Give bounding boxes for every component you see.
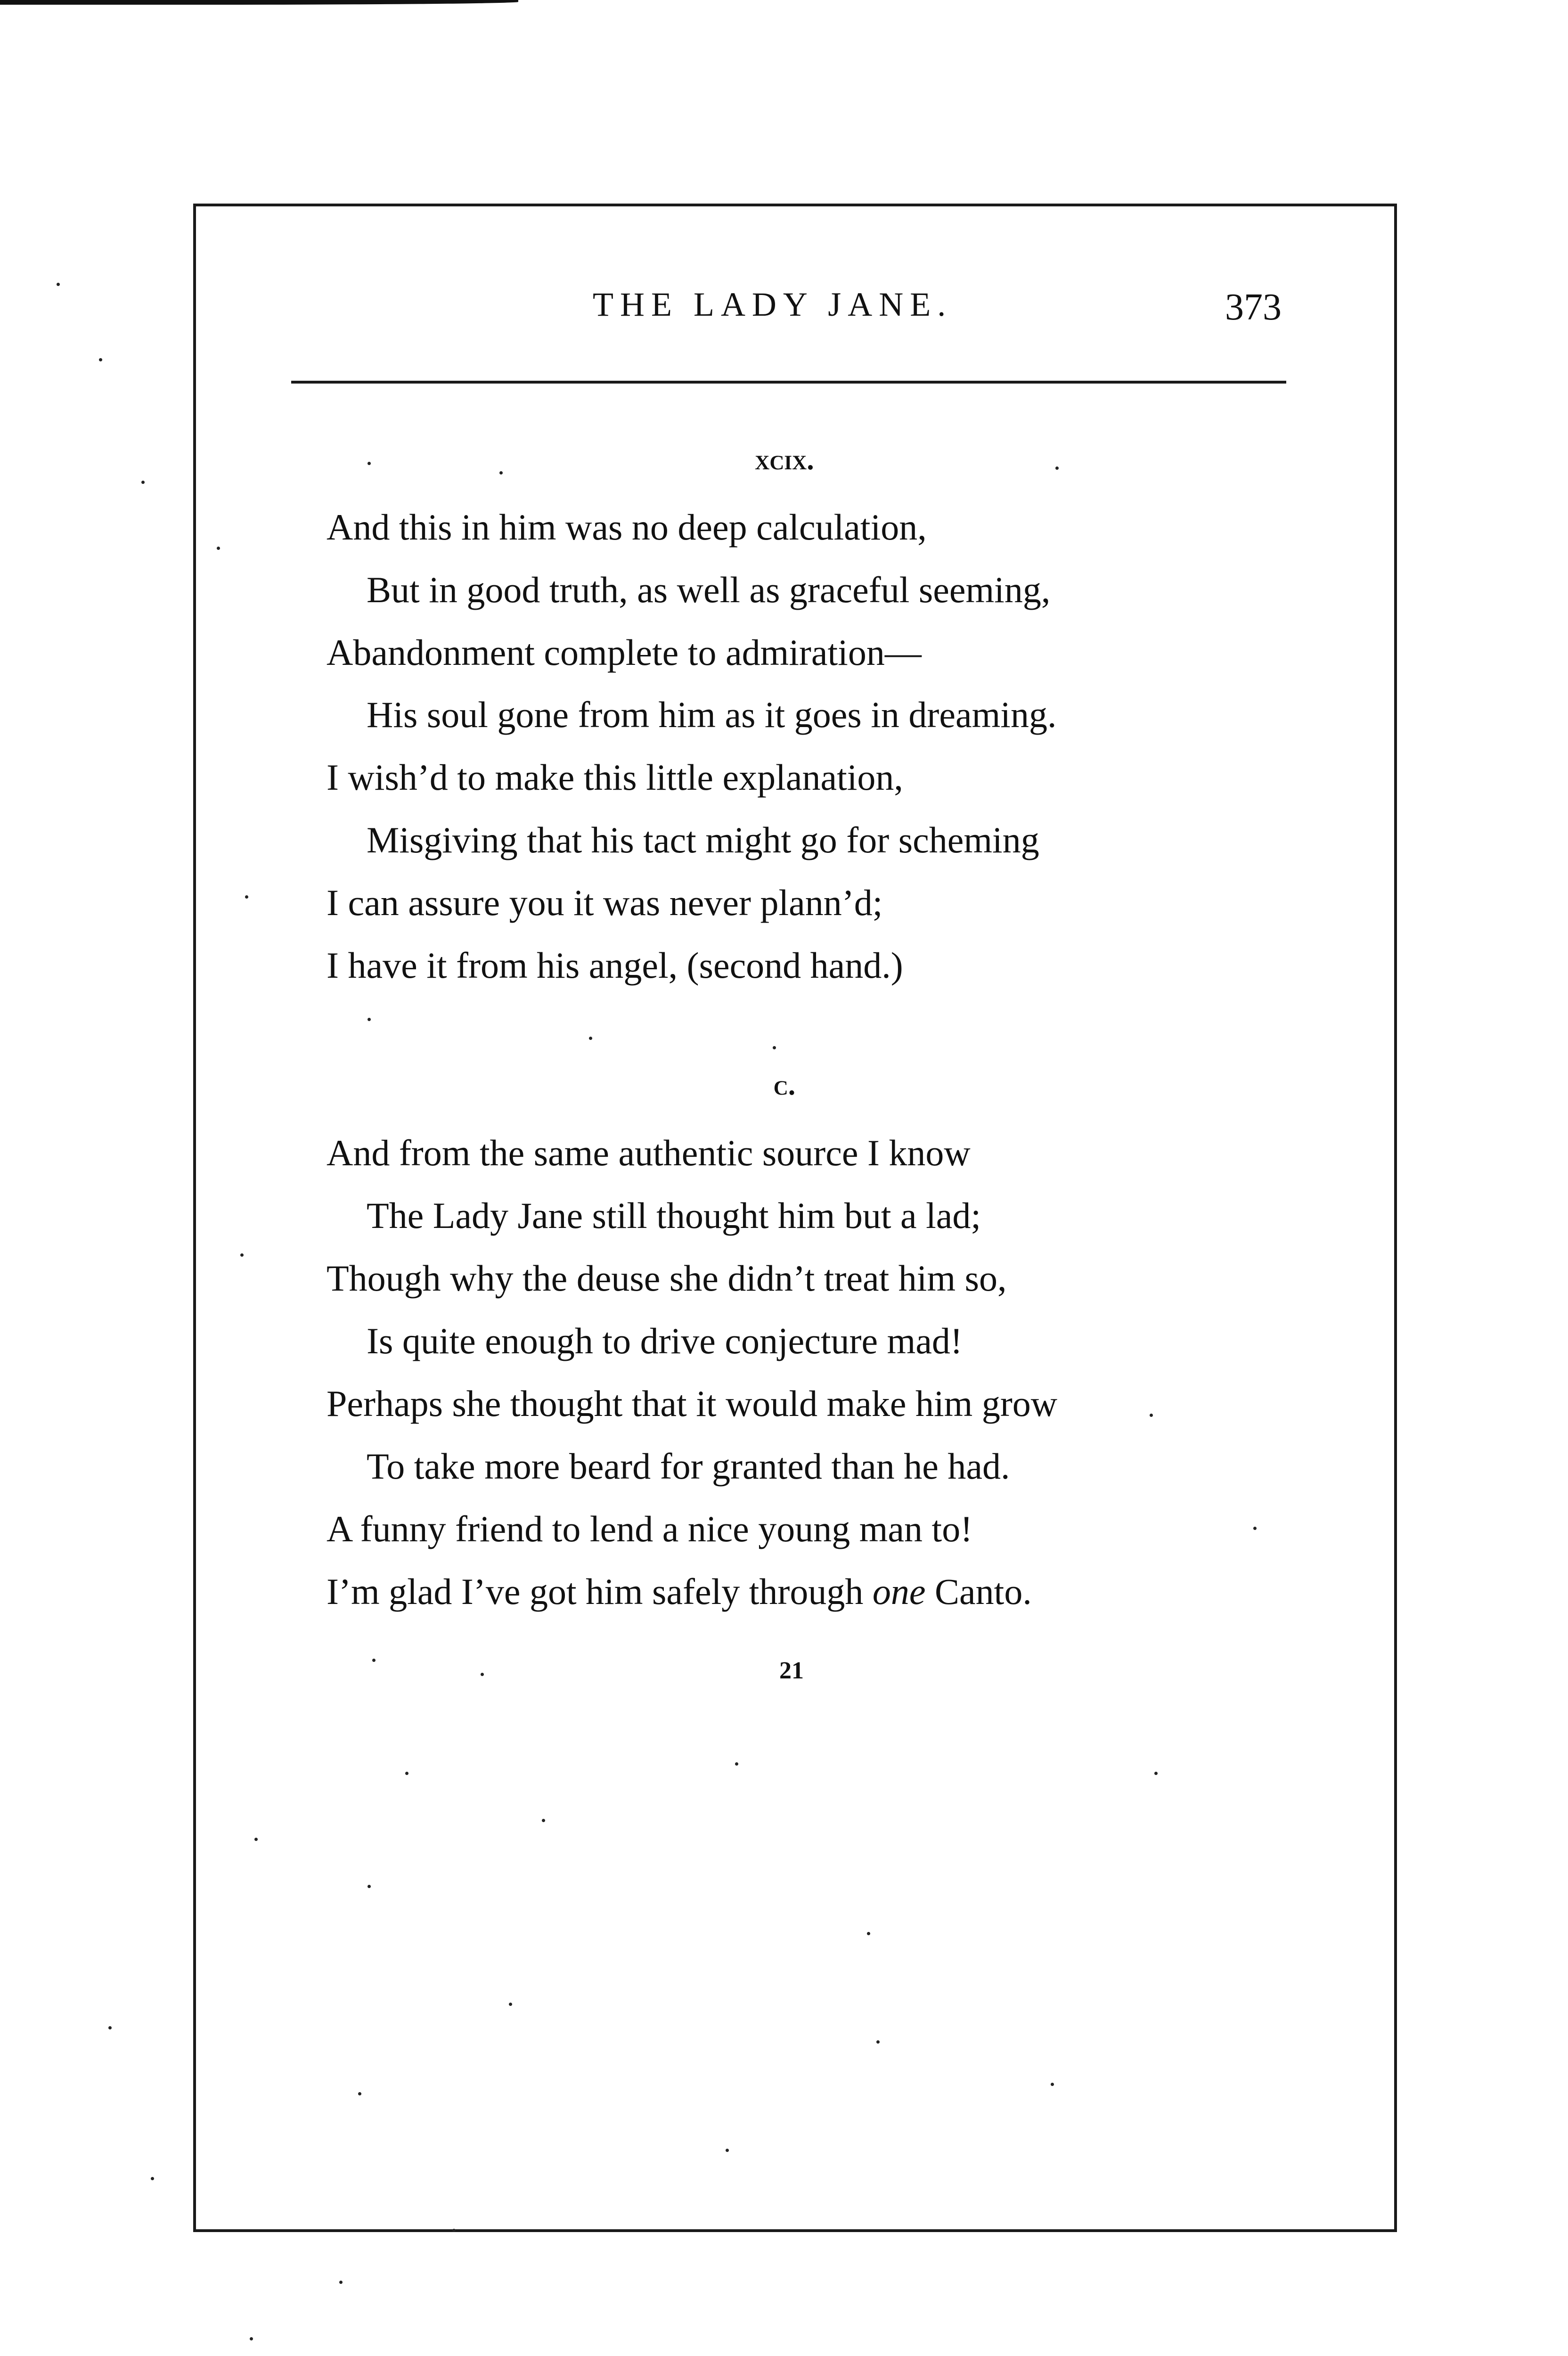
scan-speck	[368, 462, 371, 465]
scan-speck	[1051, 2083, 1054, 2086]
italic-word: one	[872, 1571, 926, 1612]
verse-line: I wish’d to make this little explanation,	[327, 757, 903, 798]
scan-speck	[217, 547, 220, 550]
scan-top-edge	[0, 0, 518, 5]
verse-line: To take more beard for granted than he had.	[367, 1446, 1010, 1487]
verse-line: Perhaps she thought that it would make him grow	[327, 1383, 1058, 1424]
scan-speck	[405, 1772, 408, 1775]
scan-speck	[509, 2003, 512, 2006]
stanza-number-c: c.	[773, 1069, 796, 1101]
scan-speck	[452, 2229, 456, 2232]
verse-line: I have it from his angel, (second hand.)	[327, 945, 903, 986]
scan-speck	[358, 2092, 361, 2095]
scan-speck	[57, 283, 60, 286]
verse-line: Misgiving that his tact might go for scheming	[367, 819, 1039, 860]
running-title: THE LADY JANE.	[593, 286, 953, 323]
scan-speck	[481, 1673, 484, 1676]
verse-line: And from the same authentic source I know	[327, 1132, 971, 1173]
scan-speck	[254, 1838, 258, 1841]
scan-speck	[1150, 1414, 1153, 1417]
verse-text: I’m glad I’ve got him safely through	[327, 1571, 873, 1612]
stanza-number-xcix: xcix.	[755, 444, 814, 476]
verse-line: His soul gone from him as it goes in dreaming.	[367, 694, 1057, 735]
verse-text: Canto.	[925, 1571, 1032, 1612]
scan-speck	[368, 1018, 371, 1021]
scan-speck	[339, 2281, 343, 2284]
scan-speck	[240, 1253, 244, 1257]
scan-speck	[867, 1932, 870, 1935]
verse-line: Is quite enough to drive conjecture mad!	[367, 1320, 963, 1361]
scan-speck	[589, 1037, 592, 1040]
scan-speck	[141, 481, 145, 484]
signature-mark: 21	[779, 1657, 804, 1684]
scan-speck	[108, 2026, 112, 2029]
scan-speck	[726, 2149, 729, 2152]
scan-speck	[499, 471, 503, 474]
scan-speck	[99, 358, 102, 361]
scan-speck	[735, 1762, 738, 1766]
verse-line: I can assure you it was never plann’d;	[327, 882, 883, 923]
verse-line: A funny friend to lend a nice young man to!	[327, 1508, 973, 1549]
page-number: 373	[1225, 286, 1282, 328]
scan-speck	[1154, 1772, 1158, 1775]
scan-speck	[250, 2337, 253, 2340]
scan-speck	[245, 895, 248, 899]
verse-line: But in good truth, as well as graceful seeming,	[367, 569, 1051, 610]
verse-line-final	[327, 1573, 1032, 1610]
verse-line: The Lady Jane still thought him but a lad;	[367, 1195, 981, 1236]
scan-speck	[876, 2040, 880, 2044]
verse-line: Abandonment complete to admiration—	[327, 632, 922, 673]
scan-speck	[372, 1659, 376, 1662]
scan-speck	[773, 1046, 776, 1049]
verse-line: Though why the deuse she didn’t treat him so,	[327, 1258, 1007, 1299]
scan-speck	[151, 2177, 154, 2180]
scan-speck	[1055, 466, 1059, 470]
header-rule	[291, 381, 1286, 384]
scan-speck	[542, 1819, 545, 1822]
verse-line: And this in him was no deep calculation,	[327, 507, 927, 548]
scan-speck	[368, 1885, 371, 1888]
scan-speck	[1253, 1527, 1257, 1530]
